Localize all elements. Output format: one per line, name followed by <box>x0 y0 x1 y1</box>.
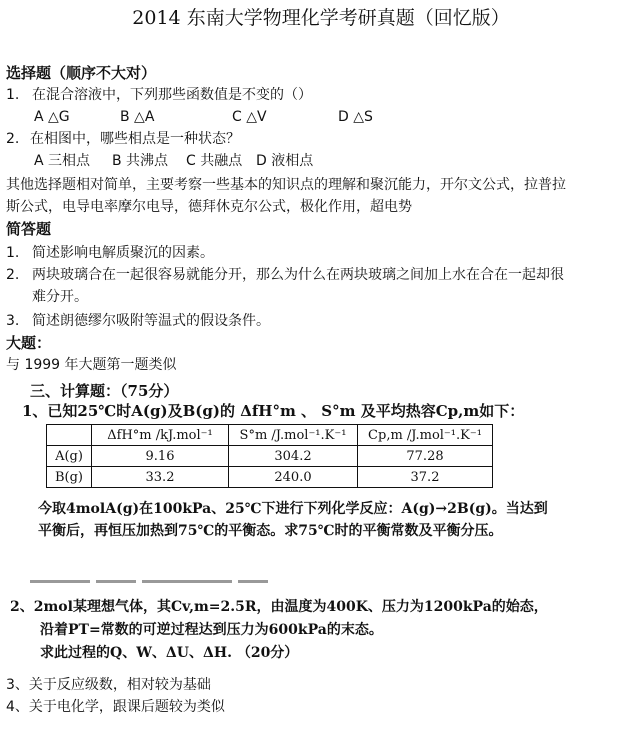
mc-q1-option-c: C △V <box>232 109 267 125</box>
table-cell: 77.28 <box>358 446 493 467</box>
calc-p2-line-1: 2、2mol某理想气体，其Cv,m=2.5R，由温度为400K、压力为1200kPa的始态， <box>10 599 548 615</box>
mc-heading: 选择题（顺序不大对） <box>6 64 157 82</box>
calc-p1-line-1: 今取4molA(g)在100kPa、25℃下进行下列化学反应：A(g)→2B(g)。当达到 <box>38 501 548 517</box>
table-header-cell <box>47 425 92 446</box>
table-header-row <box>47 425 493 446</box>
short-item-2-text-line-2: 难分开。 <box>32 289 88 305</box>
short-item-2-number: 2. <box>6 267 20 283</box>
table-cell: B(g) <box>47 467 92 488</box>
mc-q1-option-d: D △S <box>338 109 373 125</box>
table-cell: 240.0 <box>229 467 358 488</box>
mc-q1-option-a: A △G <box>34 109 70 125</box>
table-row <box>47 446 493 467</box>
big-note: 与 1999 年大题第一题类似 <box>6 357 177 373</box>
table-header-cell: ΔfH°m /kJ.mol⁻¹ <box>92 425 229 446</box>
short-item-1-number: 1. <box>6 245 20 261</box>
calc-heading: 三、计算题：（75分） <box>30 382 179 400</box>
table-cell: 37.2 <box>358 467 493 488</box>
mc-note-line-2: 斯公式，电导电率摩尔电导，德拜休克尔公式，极化作用，超电势 <box>6 199 412 215</box>
thermo-data-table <box>46 424 493 488</box>
table-row <box>47 467 493 488</box>
short-item-3-number: 3. <box>6 313 20 329</box>
calc-p1-line-2: 平衡后，再恒压加热到75℃的平衡态。求75℃时的平衡常数及平衡分压。 <box>38 523 503 539</box>
mc-q2-option-b: B 共沸点 <box>112 153 169 169</box>
table-cell: 304.2 <box>229 446 358 467</box>
cropped-scan-line <box>30 580 330 588</box>
mc-q2-number: 2. <box>6 131 20 147</box>
calc-p2-line-3: 求此过程的Q、W、ΔU、ΔH. （20分） <box>40 645 299 661</box>
calc-p2-line-2: 沿着PT=常数的可逆过程达到压力为600kPa的末态。 <box>40 622 383 638</box>
mc-q2-text: 在相图中，哪些相点是一种状态？ <box>30 131 240 147</box>
big-heading: 大题： <box>6 334 52 352</box>
calc-p1-lead: 1、已知25℃时A(g)及B(g)的 ΔfH°m 、 S°m 及平均热容Cp,m如下： <box>22 402 525 420</box>
calc-tail-item-3: 3、关于反应级数，相对较为基础 <box>6 677 211 693</box>
mc-q1-text: 在混合溶液中，下列那些函数值是不变的（） <box>32 87 312 103</box>
table-header-cell: S°m /J.mol⁻¹.K⁻¹ <box>229 425 358 446</box>
page-title: 2014 东南大学物理化学考研真题（回忆版） <box>132 7 510 29</box>
table-cell: A(g) <box>47 446 92 467</box>
table-header-cell: Cp,m /J.mol⁻¹.K⁻¹ <box>358 425 493 446</box>
mc-q2-option-d: D 液相点 <box>256 153 314 169</box>
mc-q2-option-a: A 三相点 <box>34 153 91 169</box>
mc-q2-option-c: C 共融点 <box>186 153 243 169</box>
mc-q1-option-b: B △A <box>120 109 155 125</box>
table-cell: 33.2 <box>92 467 229 488</box>
short-item-1-text: 简述影响电解质聚沉的因素。 <box>32 245 214 261</box>
table-cell: 9.16 <box>92 446 229 467</box>
mc-note-line-1: 其他选择题相对简单，主要考察一些基本的知识点的理解和聚沉能力，开尔文公式，拉普拉 <box>6 177 566 193</box>
short-heading: 简答题 <box>6 220 52 238</box>
mc-q1-number: 1. <box>6 87 20 103</box>
short-item-2-text-line-1: 两块玻璃合在一起很容易就能分开，那么为什么在两块玻璃之间加上水在合在一起却很 <box>32 267 564 283</box>
calc-tail-item-4: 4、关于电化学，跟课后题较为类似 <box>6 699 225 715</box>
short-item-3-text: 简述朗德缪尔吸附等温式的假设条件。 <box>32 313 270 329</box>
